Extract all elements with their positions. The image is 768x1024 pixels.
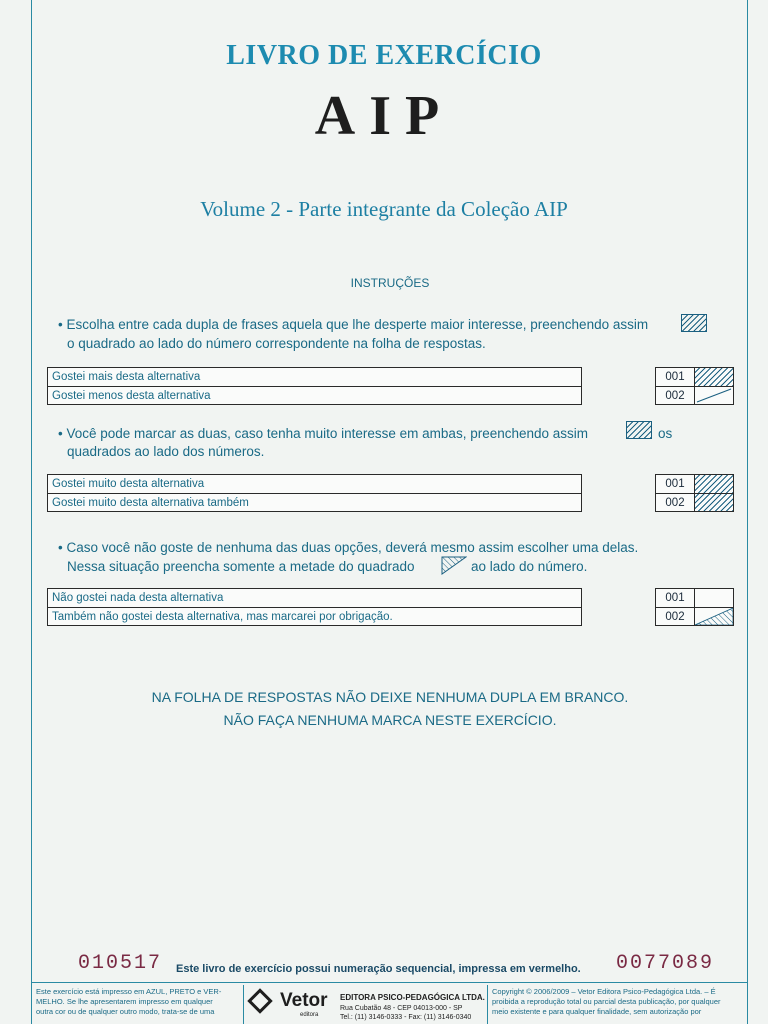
example-3-row-1: Não gostei nada desta alternativa: [52, 592, 224, 604]
filled-box: [695, 494, 733, 511]
publisher-address: [340, 1004, 471, 1022]
answer-row: [656, 589, 733, 607]
example-1-row-2: Gostei menos desta alternativa: [48, 386, 581, 404]
answer-row: [656, 493, 733, 511]
instruction-1-line-1: • Escolha entre cada dupla de frases aquela que lhe desperte maior interesse, preenchendo assim: [58, 317, 649, 332]
serial-left: 010517: [78, 952, 163, 975]
footer-separator: [487, 985, 488, 1024]
filled-box: [695, 368, 733, 386]
half-hatch-icon: [695, 608, 733, 625]
footer-copyright: [492, 987, 744, 1017]
copyright-line: meio existente e para qualquer finalidade, sem autorização por: [492, 1007, 702, 1016]
example-2-row-1: Gostei muito desta alternativa: [52, 478, 205, 490]
vetor-logo-sub: editora: [300, 1012, 319, 1018]
footer-left-line: MELHO. Se lhe apresentarem impresso em qualquer: [36, 997, 213, 1006]
answer-number: 002: [656, 387, 695, 404]
instructions-heading: INSTRUÇÕES: [350, 276, 430, 290]
answer-row: [656, 386, 733, 404]
footer-divider: [31, 982, 748, 983]
instruction-1-line-2: o quadrado ao lado do número correspondente na folha de respostas.: [67, 336, 486, 351]
footer-print-notice: [36, 987, 241, 1017]
book-title: LIVRO DE EXERCÍCIO: [226, 40, 542, 71]
warning-line-2: NÃO FAÇA NENHUMA MARCA NESTE EXERCÍCIO.: [223, 712, 557, 728]
vetor-logo-text: Vetor: [280, 990, 328, 1011]
copyright-line: proibida a reprodução total ou parcial desta publicação, por qualquer: [492, 997, 721, 1006]
instruction-3-line-1: • Caso você não goste de nenhuma das duas opções, deverá mesmo assim escolher uma delas.: [58, 540, 639, 555]
footer-left-line: outra cor ou de qualquer outro modo, trata-se de uma: [36, 1007, 215, 1016]
publisher-name: EDITORA PSICO-PEDAGÓGICA LTDA.: [340, 993, 485, 1002]
answer-number: 001: [656, 368, 695, 386]
instruction-3-line-2: Nessa situação preencha somente a metade do quadrado: [67, 559, 415, 574]
example-1-row-1: Gostei mais desta alternativa: [52, 371, 201, 383]
slash-mark-icon: [695, 387, 733, 404]
example-2-table: [47, 474, 582, 512]
example-3-table: [47, 588, 582, 626]
serial-note: Este livro de exercício possui numeração sequencial, impressa em vermelho.: [176, 963, 581, 975]
instruction-3-line-2-end: ao lado do número.: [471, 559, 588, 574]
answer-number: 001: [656, 475, 695, 493]
answer-number: 002: [656, 608, 695, 625]
page-frame: [31, 0, 748, 1024]
example-1-answer-box: [655, 367, 734, 405]
example-3-row-2: Também não gostei desta alternativa, mas marcarei por obrigação.: [48, 607, 581, 625]
answer-row: [656, 368, 733, 386]
instruction-2-line-2: quadrados ao lado dos números.: [67, 444, 265, 459]
address-line: Rua Cubatão 48 - CEP 04013-000 - SP: [340, 1005, 463, 1012]
warning-line-1: NA FOLHA DE RESPOSTAS NÃO DEIXE NENHUMA DUPLA EM BRANCO.: [151, 689, 629, 705]
answer-row: [656, 475, 733, 493]
copyright-line: Copyright © 2006/2009 – Vetor Editora Psico-Pedagógica Ltda. – É: [492, 987, 716, 996]
test-code: AIP: [314, 85, 454, 147]
example-2-answer-box: [655, 474, 734, 512]
half-filled-box: [695, 608, 733, 625]
instruction-2-line-1-end: os: [658, 426, 673, 441]
answer-row: [656, 607, 733, 625]
footer-left-line: Este exercício está impresso em AZUL, PRETO e VER-: [36, 987, 222, 996]
empty-box: [695, 589, 733, 607]
example-1-table: [47, 367, 582, 405]
hatched-square-icon: [681, 314, 707, 332]
footer-separator: [243, 985, 244, 1024]
volume-subtitle: Volume 2 - Parte integrante da Coleção AIP: [200, 197, 568, 221]
instruction-2-line-1: • Você pode marcar as duas, caso tenha muito interesse em ambas, preenchendo assim: [58, 426, 589, 441]
half-mark-box: [695, 387, 733, 404]
filled-box: [695, 475, 733, 493]
example-2-row-2: Gostei muito desta alternativa também: [48, 493, 581, 511]
hatched-square-icon: [626, 421, 652, 439]
half-hatched-square-icon: [441, 556, 467, 575]
answer-number: 001: [656, 589, 695, 607]
answer-number: 002: [656, 494, 695, 511]
example-3-answer-box: [655, 588, 734, 626]
address-line: Tel.: (11) 3146-0333 - Fax: (11) 3146-0340: [340, 1014, 472, 1021]
serial-right: 0077089: [616, 952, 715, 975]
